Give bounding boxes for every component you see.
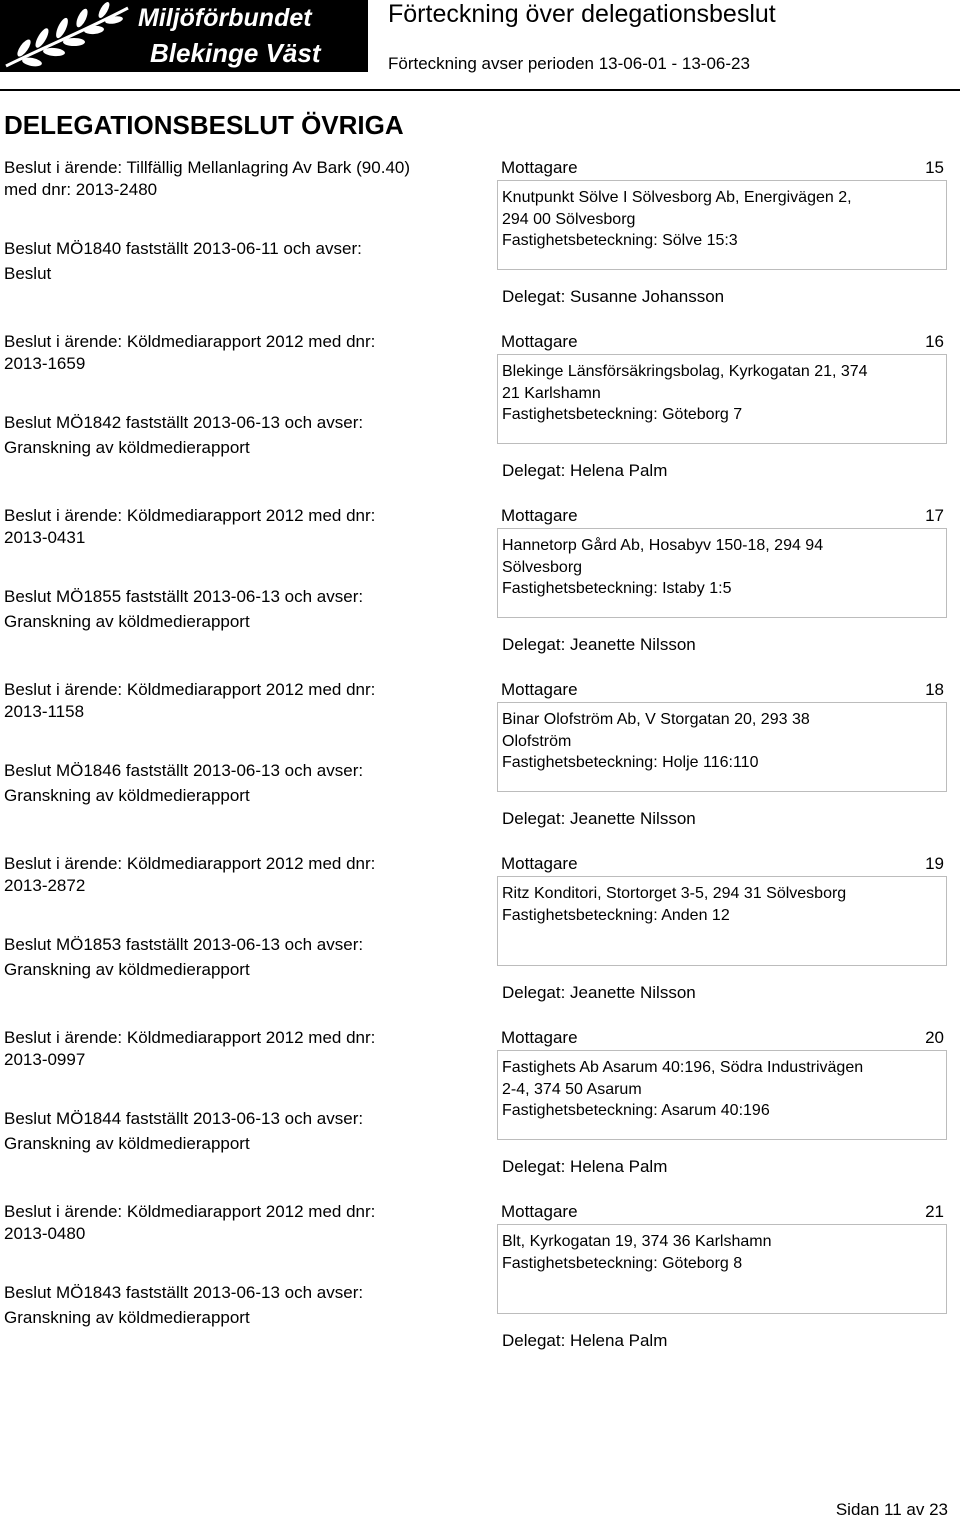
recipient-box [497,528,947,618]
beslut-line: Beslut MÖ1855 fastställt 2013-06-13 och avser: [4,587,364,606]
avser-text: Beslut [4,264,52,283]
decision-entry [0,1202,960,1376]
decision-entry [0,332,960,506]
recipient-line: Hannetorp Gård Ab, Hosabyv 150-18, 294 94 [502,537,824,554]
mottagare-label: Mottagare [501,158,578,177]
avser-text: Granskning av köldmedierapport [4,438,250,457]
recipient-box [497,1050,947,1140]
entry-number: 16 [925,332,944,351]
decision-entry [0,680,960,854]
recipient-line: Knutpunkt Sölve I Sölvesborg Ab, Energivägen 2, [502,189,852,206]
logo [0,0,368,72]
dnr-line: 2013-0431 [4,528,86,547]
recipient-line: Blt, Kyrkogatan 19, 374 36 Karlshamn [502,1233,772,1250]
fastighetsbeteckning: Fastighetsbeteckning: Anden 12 [502,906,730,924]
dnr-line: 2013-0480 [4,1224,86,1243]
mottagare-label: Mottagare [501,1202,578,1221]
recipient-line: Sölvesborg [502,558,583,576]
avser-text: Granskning av köldmedierapport [4,960,250,979]
header-divider [0,89,960,91]
page-number: Sidan 11 av 23 [835,1500,948,1519]
fastighetsbeteckning: Fastighetsbeteckning: Istaby 1:5 [502,580,732,597]
entry-number: 15 [925,158,944,177]
recipient-line: 21 Karlshamn [502,384,601,402]
arende-line: Beslut i ärende: Köldmediarapport 2012 med dnr: [4,680,376,699]
mottagare-label: Mottagare [501,680,578,699]
recipient-box [497,1224,947,1314]
recipient-line: Olofström [502,732,572,750]
beslut-line: Beslut MÖ1853 fastställt 2013-06-13 och avser: [4,935,364,954]
section-title: DELEGATIONSBESLUT ÖVRIGA [4,110,404,140]
recipient-box [497,180,947,270]
beslut-line: Beslut MÖ1843 fastställt 2013-06-13 och avser: [4,1283,364,1302]
dnr-line: 2013-0997 [4,1050,86,1069]
beslut-line: Beslut MÖ1840 fastställt 2013-06-11 och avser: [4,239,362,258]
beslut-line: Beslut MÖ1846 fastställt 2013-06-13 och avser: [4,761,364,780]
delegat: Delegat: Jeanette Nilsson [502,809,696,828]
fastighetsbeteckning: Fastighetsbeteckning: Holje 116:110 [502,754,759,771]
recipient-box [497,876,947,966]
logo-text-line2: Blekinge Väst [150,38,321,68]
document-period: Förteckning avser perioden 13-06-01 - 13-06-23 [388,54,750,73]
recipient-box [497,354,947,444]
beslut-line: Beslut MÖ1844 fastställt 2013-06-13 och avser: [4,1109,364,1128]
mottagare-label: Mottagare [501,1028,578,1047]
delegat: Delegat: Helena Palm [502,1157,668,1176]
entry-number: 17 [925,506,944,525]
arende-line: Beslut i ärende: Tillfällig Mellanlagring Av Bark (90.40) [4,158,411,177]
arende-line: Beslut i ärende: Köldmediarapport 2012 med dnr: [4,1202,376,1221]
dnr-line: 2013-1659 [4,354,86,373]
avser-text: Granskning av köldmedierapport [4,786,250,805]
avser-text: Granskning av köldmedierapport [4,612,250,631]
delegat: Delegat: Jeanette Nilsson [502,983,696,1002]
recipient-line: Ritz Konditori, Stortorget 3-5, 294 31 Sölvesborg [502,885,847,902]
arende-line: Beslut i ärende: Köldmediarapport 2012 med dnr: [4,854,376,873]
recipient-line: 294 00 Sölvesborg [502,210,636,228]
delegat: Delegat: Susanne Johansson [502,287,725,306]
recipient-box [497,702,947,792]
decision-entry [0,854,960,1028]
leaf-branch-icon [2,2,132,70]
mottagare-label: Mottagare [501,854,578,873]
entry-number: 18 [925,680,944,699]
dnr-line: med dnr: 2013-2480 [4,180,158,199]
fastighetsbeteckning: Fastighetsbeteckning: Asarum 40:196 [502,1102,770,1119]
dnr-line: 2013-2872 [4,876,86,895]
avser-text: Granskning av köldmedierapport [4,1134,250,1153]
document-title: Förteckning över delegationsbeslut [388,0,776,28]
recipient-line: Blekinge Länsförsäkringsbolag, Kyrkogatan 21, 374 [502,363,868,380]
recipient-line: Binar Olofström Ab, V Storgatan 20, 293 38 [502,711,810,728]
arende-line: Beslut i ärende: Köldmediarapport 2012 med dnr: [4,332,376,351]
logo-text-line1: Miljöförbundet [138,4,312,32]
fastighetsbeteckning: Fastighetsbeteckning: Göteborg 7 [502,406,743,423]
delegat: Delegat: Helena Palm [502,461,668,480]
avser-text: Granskning av köldmedierapport [4,1308,250,1327]
mottagare-label: Mottagare [501,332,578,351]
decision-entry [0,506,960,680]
recipient-line: Fastighets Ab Asarum 40:196, Södra Industrivägen [502,1059,864,1076]
entry-number: 19 [925,854,944,873]
dnr-line: 2013-1158 [4,702,85,721]
beslut-line: Beslut MÖ1842 fastställt 2013-06-13 och avser: [4,413,364,432]
page-header [0,0,960,90]
fastighetsbeteckning: Fastighetsbeteckning: Göteborg 8 [502,1254,743,1272]
arende-line: Beslut i ärende: Köldmediarapport 2012 med dnr: [4,1028,376,1047]
arende-line: Beslut i ärende: Köldmediarapport 2012 med dnr: [4,506,376,525]
mottagare-label: Mottagare [501,506,578,525]
recipient-line: 2-4, 374 50 Asarum [502,1080,642,1098]
decision-entry [0,158,960,332]
fastighetsbeteckning: Fastighetsbeteckning: Sölve 15:3 [502,232,738,249]
delegat: Delegat: Jeanette Nilsson [502,635,696,654]
delegat: Delegat: Helena Palm [502,1331,668,1350]
decision-entry [0,1028,960,1202]
entry-number: 20 [925,1028,944,1047]
entry-number: 21 [925,1202,944,1221]
